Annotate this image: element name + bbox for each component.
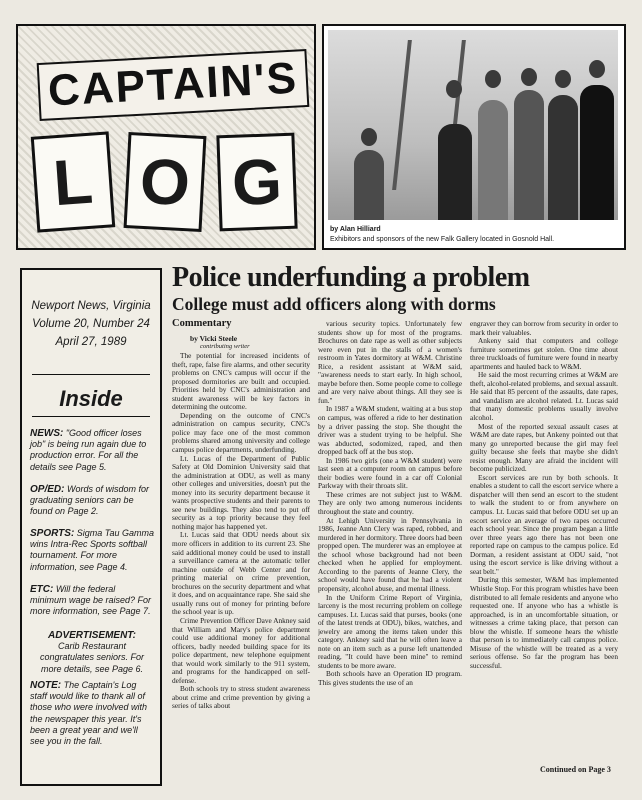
inside-item-etc [30, 584, 154, 618]
article-column-1 [172, 352, 310, 800]
person-head [485, 70, 501, 88]
article-paragraph: Ankeny said that computers and college furniture sometimes get stolen. One time about three truckloads of furniture were found in nearby apartments and hauled back to W&M. [470, 336, 618, 371]
article-kicker: Commentary [172, 318, 232, 329]
article-column-2 [318, 320, 462, 800]
article-column-3 [470, 320, 618, 760]
inside-item-note [30, 680, 154, 747]
continued-jump-line: Continued on Page 3 [540, 765, 611, 774]
article-paragraph: Escort services are run by both schools. It enables a student to call the escort service where a dispatcher will then send an escort to the student to walk the student to or from anywhere on campus. Lt. Lucas said that before ODU set up an escort service an average of two rapes occurred each school year. Since the program began a little over three years ago there has not been one reported rape on campus to the campus police. Ed Dorman, a resident assistant at ODU said, "not using the escort service is like driving without a seat belt." [470, 472, 618, 576]
inside-item-label: OP/ED: [30, 484, 65, 495]
person-head [446, 80, 462, 98]
masthead-captains-word: CAPTAIN'S [37, 49, 310, 121]
masthead-letter-o: O [124, 132, 207, 232]
article-byline: by Vicki Steele [190, 334, 238, 343]
inside-item-news [30, 428, 154, 473]
inside-heading: Inside [59, 386, 123, 411]
gallery-photo [328, 30, 618, 220]
sidebar-divider [32, 416, 150, 417]
article-subhead: College must add officers along with dorms [172, 294, 496, 314]
person-head [555, 70, 571, 88]
article-paragraph: Most of the reported sexual assault cases at W&M are date rapes, but Ankeny pointed out that many go unreported because the girl may feel guilty because she feels that maybe she didn't resist enough. Many are afraid the incident will become publicized. [470, 421, 618, 474]
article-paragraph: The potential for increased incidents of theft, rape, false fire alarms, and other security problems on CNC's campus will occur if the proposed dormitories are built and occupied. Priorities held by CNC's administration and student awareness will be key factors in determining the outcome. [172, 352, 310, 412]
dateline-place: Newport News, Virginia [31, 300, 151, 312]
photo-caption: Exhibitors and sponsors of the new Falk Gallery located in Gosnold Hall. [330, 236, 555, 243]
person-figure [354, 150, 384, 220]
person-figure [478, 100, 508, 220]
inside-item-advertisement [30, 630, 154, 675]
article-paragraph: Both schools try to stress student awareness about crime and crime prevention by giving a series of talks about [172, 684, 310, 711]
article-paragraph: Lt. Lucas of the Department of Public Safety at Old Dominion University said that the administration at ODU, as well as many other colleges and universities, doesn't put the money into its security department because it wants prospective students and their parents to see new buildings. They also tend to put off security as a top priority because they feel nothing major has happened yet. [172, 453, 310, 531]
inside-sidebar [20, 268, 162, 786]
person-figure [438, 124, 472, 220]
inside-item-text: Carib Restaurant congratulates seniors. For more details, see Page 6. [39, 641, 145, 674]
sidebar-divider [32, 374, 150, 375]
person-head [521, 68, 537, 86]
article-paragraph: Lt. Lucas said that ODU needs about six more officers in addition to its current 23. She said additional money could be used to install a surveillance camera at the automatic teller machine outside of Webb Center and for printing material on crime prevention, brochures on the security department and what it does, and on acquaintance rape. She said she usually runs out of money for printing before the school year is up. [172, 530, 310, 617]
person-head [361, 128, 377, 146]
article-paragraph: engraver they can borrow from security in order to mark their valuables. [470, 320, 618, 337]
inside-item-text: "Good officer loses job" is being run again due to production error. For all the details see Page 5. [30, 428, 147, 472]
article-paragraph: In the Uniform Crime Report of Virginia, larceny is the most recurring problem on college campuses. Lt. Lucas said that purses, books (one of the latest trends at ODU), bikes, watches, and jewelry are among the items taken under this category. Ankney said that he will often leave a note on an item such as a purse left unattended reading, "It could have been mine" to remind students to be more aware. [318, 592, 462, 670]
article-paragraph: These crimes are not subject just to W&M. They are only two among numerous incidents throughout the state and country. [318, 489, 462, 517]
article-paragraph: At Lehigh University in Pennsylvania in 1986, Jeanne Ann Clery was raped, robbed, and murdered in her dormitory. Three doors had been propped open. The murderer was an employee at the school whose background had not been checked when he applied for employment. According to the parents of Jeanne Clery, the school would have found that he had a violent propensity, alcohol abuse, and mental illness. [318, 515, 462, 593]
masthead-logo [16, 24, 316, 250]
inside-item-label: ETC: [30, 584, 54, 595]
article-byline-role: contributing writer [200, 343, 250, 350]
inside-item-text: Words of wisdom for graduating seniors can be found on Page 2. [30, 484, 149, 517]
inside-item-text: Sigma Tau Gamma wins Intra-Rec Sports softball tournament. For more information, see Page 4. [30, 528, 154, 572]
inside-item-text: The Captain's Log staff would like to thank all of those who were involved with the newspaper this year. It's been a great year and we'll see you in the fall. [30, 680, 148, 747]
person-head [589, 60, 605, 78]
article-paragraph: In 1987 a W&M student, waiting at a bus stop on campus, was offered a ride to her destination by a driver passing the stop. She thought the driver was a student trying to be helpful. She was abducted, sodomized, raped, and then dropped back off at the bus stop. [318, 404, 462, 457]
person-figure [580, 85, 614, 220]
article-paragraph: In 1986 two girls (one a W&M student) were last seen at a computer room on campus before their bodies were found in a car off Colonial Parkway with their throats slit. [318, 455, 462, 491]
inside-item-label: ADVERTISEMENT: [48, 630, 136, 641]
article-paragraph: Both schools have an Operation ID program. This gives students the use of an [318, 669, 462, 687]
inside-item-label: NOTE: [30, 680, 62, 691]
masthead-letter-l: L [31, 131, 116, 232]
article-paragraph: He said the most recurring crimes at W&M are theft, alcohol-related problems, and sexual assault. He said that 85 percent of the assaults, date rapes, and vandalism are alcohol related. Lt. Lucas said that many domestic problems usually involve alcohol. [470, 370, 618, 423]
dateline-volume: Volume 20, Number 24 [32, 318, 150, 330]
inside-item-sports [30, 528, 154, 573]
article-headline: Police underfunding a problem [172, 262, 530, 293]
inside-item-label: NEWS: [30, 428, 64, 439]
photo-credit: by Alan Hilliard [330, 226, 381, 233]
article-paragraph: Depending on the outcome of CNC's administration on campus security, CNC's police may face one of the most common problems shared among university and college campus police departments, underfunding. [172, 410, 310, 455]
inside-item-oped [30, 484, 154, 518]
article-paragraph: During this semester, W&M has implemented Whistle Stop. For this program whistles have been distributed to all female residents and anyone who requested one. If anyone who has a whistle is approached, is in an uncomfortable situation, or witnesses a crime taking place, that person can blow the whistle. If someone hears the whistle that person is to immediately call campus police. Misuse of the whistle will be treated as a very serious offense. So far the program has been successful. [470, 575, 618, 670]
article-paragraph: various security topics. Unfortunately few students show up for most of the programs. Brochures on date rape as well as other subjects were even put in the stalls of a women's restroom in Yates dormitory at W&M. Christine Rice, a resident assistant at W&M said, "awareness needs to start early. In high school, maybe before then. Some people come to college and are very naive about things. All they see is fun." [318, 320, 462, 405]
inside-item-text: Will the federal minimum wage be raised? For more information, see Page 7. [30, 584, 152, 617]
inside-item-label: SPORTS: [30, 528, 75, 539]
masthead-letter-g: G [216, 133, 297, 232]
gallery-photo-frame [322, 24, 626, 250]
person-figure [548, 95, 578, 220]
article-paragraph: Crime Prevention Officer Dave Ankney said that William and Mary's police department could use additional money for additional officers, badly needed building space for its police department, new telephone equipment that would work similarly to the 911 system, and programs for the handicapped on self-defense. [172, 615, 310, 685]
person-figure [514, 90, 544, 220]
dateline-date: April 27, 1989 [55, 336, 127, 348]
